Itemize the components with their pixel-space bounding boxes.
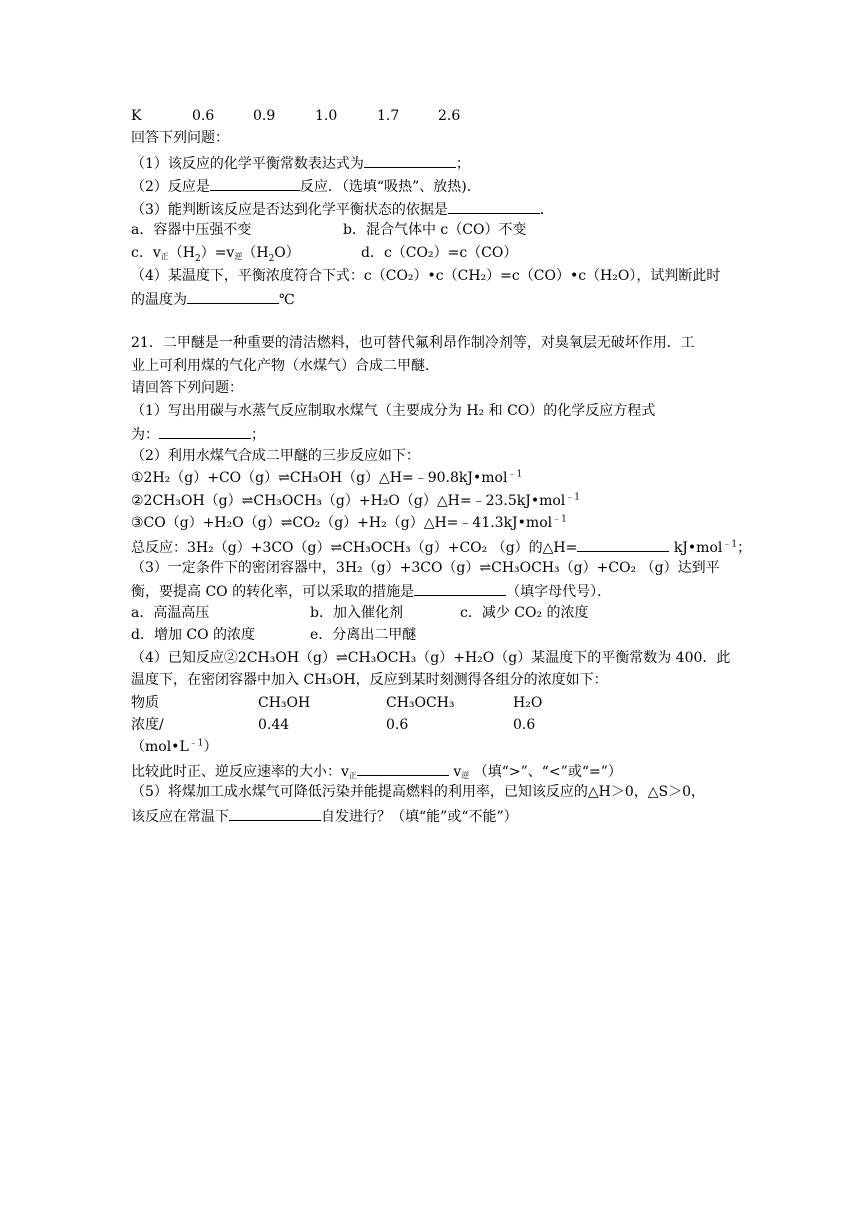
k-value: 0.9	[253, 108, 276, 124]
table-header-cell: CH₃OH	[258, 695, 311, 711]
table-unit: $(mol•L^{﹣1})$	[131, 738, 218, 755]
answer-blank[interactable]	[577, 536, 669, 552]
table-cell: 0.44	[258, 717, 290, 733]
q21-part3-line1: （3）一定条件下的密闭容器中，3H₂（g）+3CO（g）⇌CH₃OCH₃（g）+CO₂ （g）达到平	[131, 560, 720, 576]
answer-blank[interactable]	[357, 760, 449, 776]
k-value: 0.6	[192, 108, 215, 124]
q21-line1: 21．二甲醚是一种重要的清洁燃料，也可替代氟利昂作制冷剂等，对臭氧层无破坏作用．工	[131, 335, 695, 351]
q21-option-b: b．加入催化剂	[310, 605, 403, 621]
reaction-2: ②2CH₃OH（g）⇌CH₃OCH₃（g）+H₂O（g）△H=﹣23.5kJ•mol$^{﹣1}$	[131, 492, 581, 509]
k-label: K	[131, 108, 142, 124]
k-row	[131, 106, 141, 126]
q20-part1: （1）该反应的化学平衡常数表达式为 ；	[131, 152, 470, 174]
q21-part1-line1: （1）写出用碳与水蒸气反应制取水煤气（主要成分为 H₂ 和 CO）的化学反应方程式	[131, 403, 656, 419]
table-header-cell: 物质	[131, 695, 159, 711]
q21-option-c: c．减少 CO₂ 的浓度	[460, 605, 589, 621]
k-value: 1.0	[315, 108, 338, 124]
q20-part4-line2: 的温度为 ℃	[131, 288, 295, 310]
table-cell: 0.6	[386, 717, 409, 733]
table-header-cell: H₂O	[513, 695, 543, 711]
q20-part4-line1: （4）某温度下，平衡浓度符合下式：c（CO₂）•c（CH₂）=c（CO）•c（H₂O），试判断此时	[131, 268, 721, 284]
q21-part4-line2: 温度下，在密闭容器中加入 CH₃OH，反应到某时刻测得各组分的浓度如下：	[131, 672, 608, 688]
answer-blank[interactable]	[364, 152, 456, 168]
table-header-cell: CH₃OCH₃	[386, 695, 455, 711]
q20-part2: （2）反应是 反应．（选填“吸热”、放热)．	[131, 175, 481, 197]
q21-part1-line2: 为： ；	[131, 423, 265, 445]
q21-option-d: d．增加 CO 的浓度	[131, 627, 256, 643]
q20-option-d: d．c（CO₂）=c（CO）	[361, 245, 518, 261]
q21-line3: 请回答下列问题：	[131, 380, 243, 396]
q20-option-b: b．混合气体中 c（CO）不变	[343, 222, 527, 238]
rate-comparison: 比较此时正、逆反应速率的大小：$v_正$ $v_逆$ （填“>”、“<”或“=”）	[131, 760, 622, 782]
q20-option-a: a．容器中压强不变	[131, 222, 252, 238]
answer-blank[interactable]	[229, 805, 321, 821]
table-cell: 0.6	[513, 717, 536, 733]
q20-intro: 回答下列问题：	[131, 130, 229, 146]
q20-option-c: c．$v_正(H_2)=v_逆(H_2O)$	[131, 245, 300, 264]
q21-part3-line2: 衡，要提高 CO 的转化率，可以采取的措施是 （填字母代号）．	[131, 580, 611, 602]
answer-blank[interactable]	[187, 288, 279, 304]
q21-part5-line1: （5）将煤加工成水煤气可降低污染并能提高燃料的利用率，已知该反应的△H＞0，△S＞0，	[131, 784, 706, 800]
answer-blank[interactable]	[414, 580, 506, 596]
table-row-label: 浓度/	[131, 717, 164, 733]
q21-part4-line1: （4）已知反应②2CH₃OH（g）⇌CH₃OCH₃（g）+H₂O（g）某温度下的平衡常数为 400．此	[131, 650, 731, 666]
total-reaction: 总反应：3H₂（g）+3CO（g）⇌CH₃OCH₃（g）+CO₂ （g）的△H= kJ•mol$^{﹣1}$；	[131, 536, 751, 558]
k-value: 2.6	[438, 108, 461, 124]
q21-part2-intro: （2）利用水煤气合成二甲醚的三步反应如下：	[131, 448, 420, 464]
q21-option-e: e．分离出二甲醚	[310, 627, 417, 643]
reaction-1: ①2H₂（g）+CO（g）⇌CH₃OH（g）△H=﹣90.8kJ•mol$^{﹣1}$	[131, 469, 523, 486]
q21-line2: 业上可利用煤的气化产物（水煤气）合成二甲醚．	[131, 358, 439, 374]
q20-part3: （3）能判断该反应是否达到化学平衡状态的依据是 ．	[131, 198, 554, 220]
answer-blank[interactable]	[159, 423, 251, 439]
q21-part5-line2: 该反应在常温下 自发进行？（填“能”或“不能”）	[131, 805, 518, 827]
q21-option-a: a．高温高压	[131, 605, 210, 621]
reaction-3: ③CO（g）+H₂O（g）⇌CO₂（g）+H₂（g）△H=﹣41.3kJ•mol$^{﹣1}$	[131, 514, 567, 531]
k-value: 1.7	[377, 108, 400, 124]
answer-blank[interactable]	[210, 175, 300, 191]
answer-blank[interactable]	[448, 198, 540, 214]
